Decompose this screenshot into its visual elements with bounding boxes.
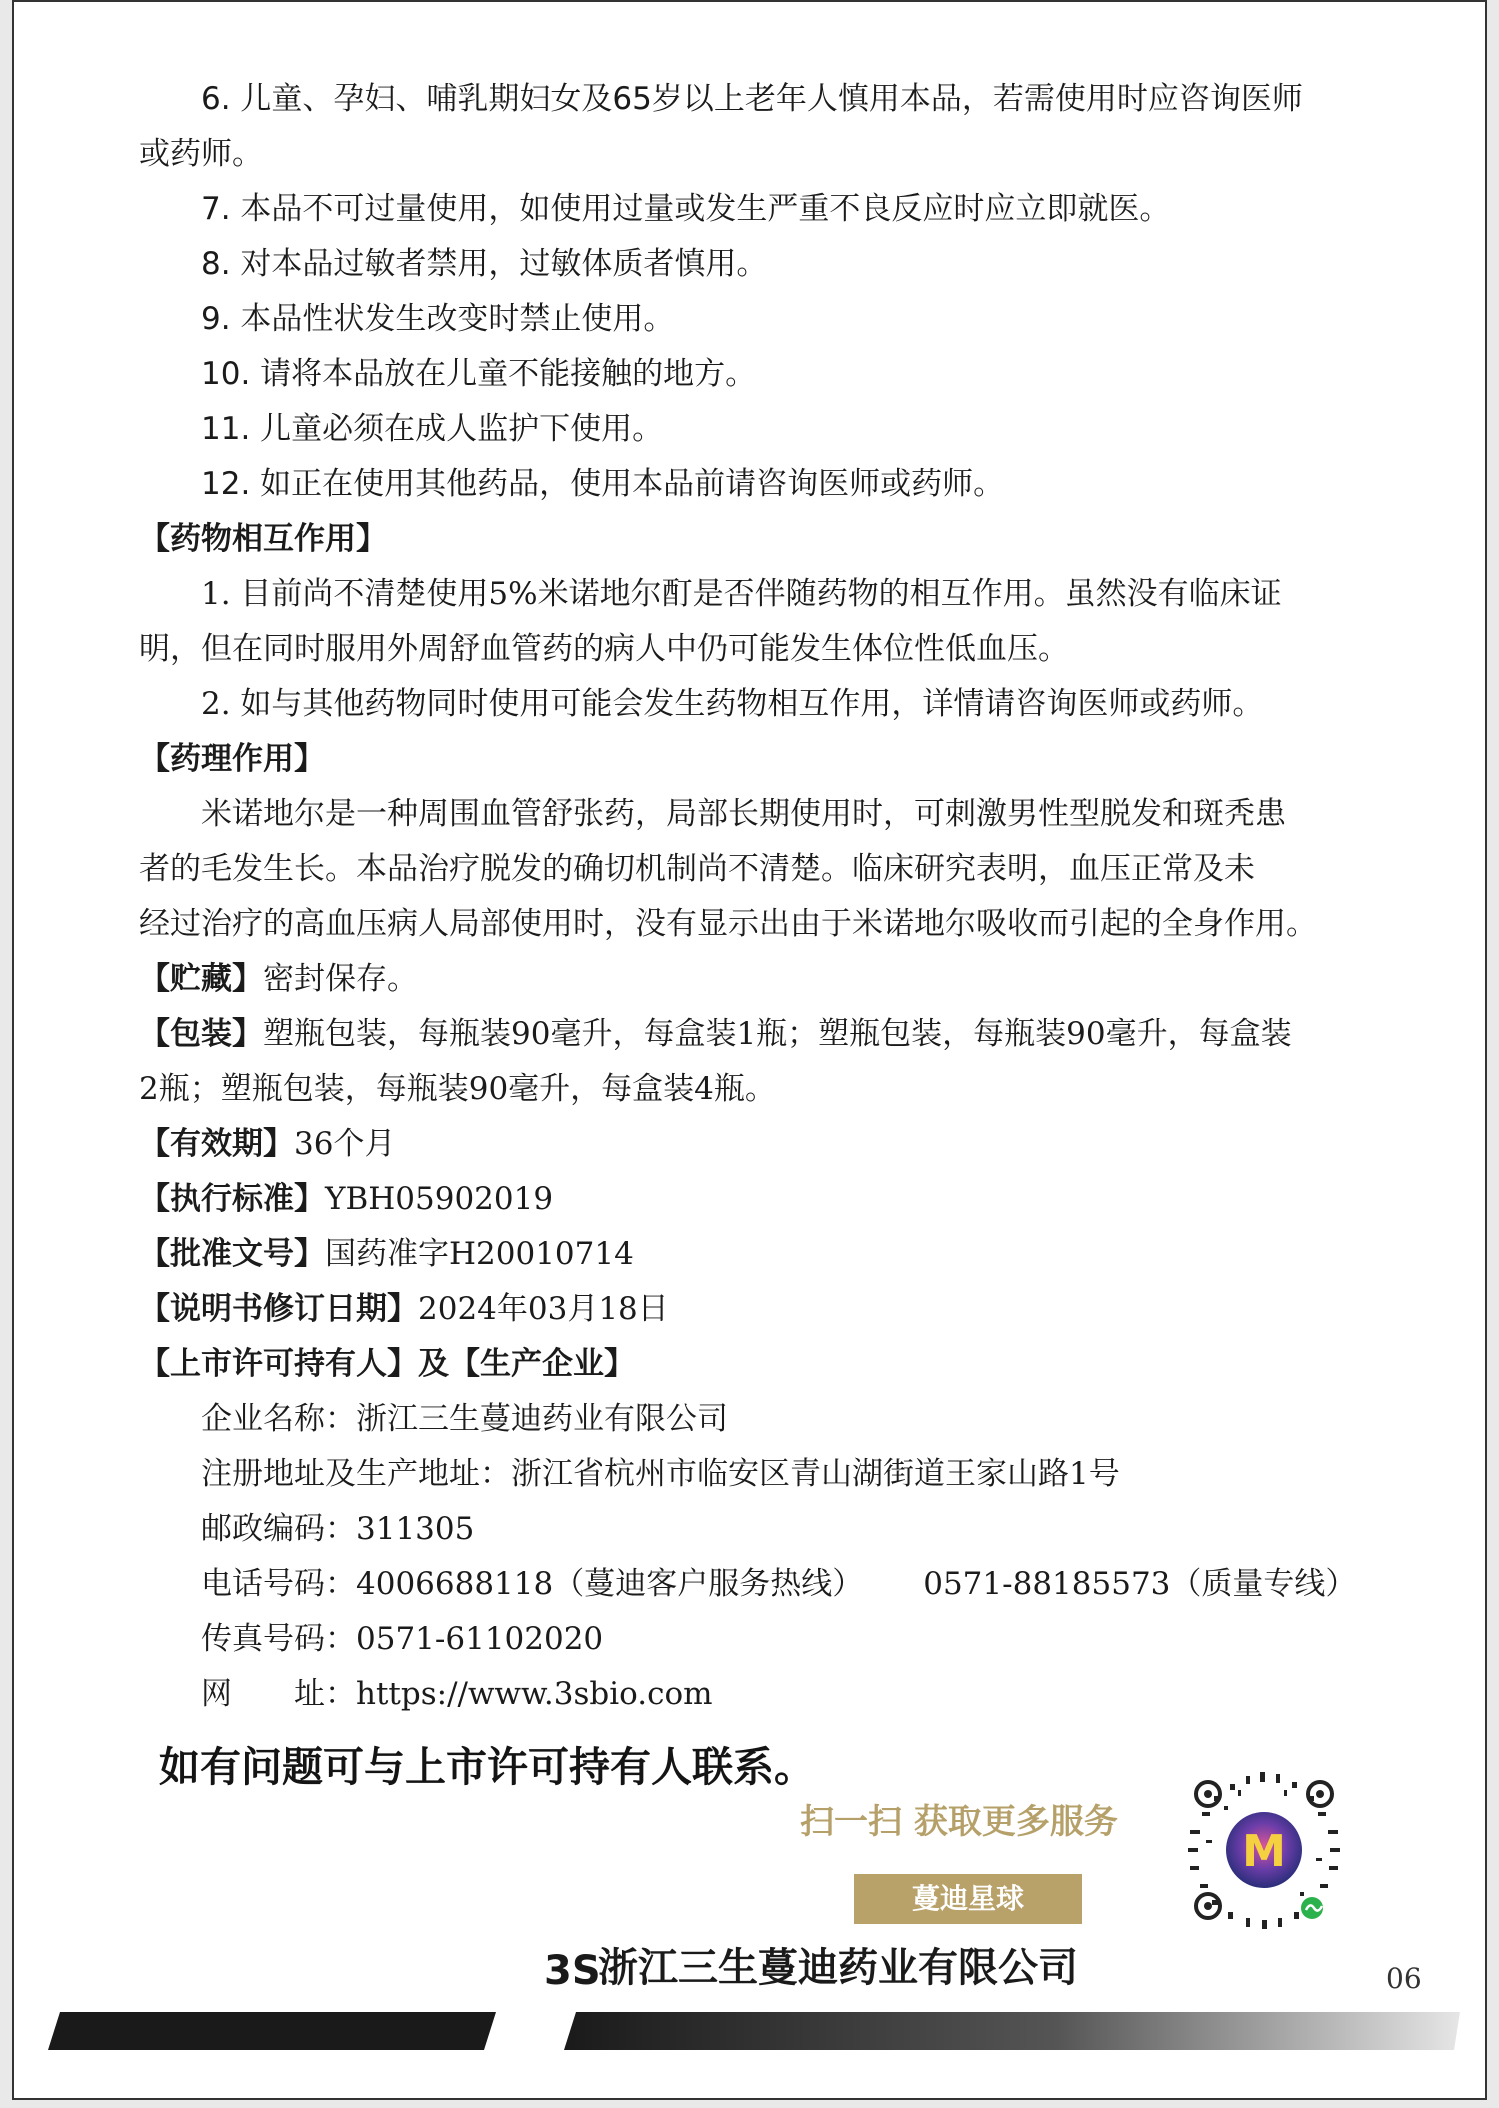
interactions-line-1: 1. 目前尚不清楚使用5%米诺地尔酊是否伴随药物的相互作用。虽然没有临床证 — [201, 576, 1282, 612]
mandi-planet-badge[interactable]: 蔓迪星球 — [854, 1874, 1082, 1924]
precaution-6-cont: 或药师。 — [139, 136, 263, 172]
leaflet-content — [139, 72, 1369, 1722]
approval-row — [139, 1227, 1369, 1282]
revision-label: 【说明书修订日期】 — [139, 1291, 418, 1327]
holder-heading-and: 及 — [418, 1346, 449, 1382]
storage-label: 【贮藏】 — [139, 961, 263, 997]
postcode-line: 邮政编码：311305 — [201, 1511, 475, 1547]
pharmacology-line-2: 者的毛发生长。本品治疗脱发的确切机制尚不清楚。临床研究表明，血压正常及未 — [139, 851, 1255, 887]
website-line — [139, 1667, 1369, 1722]
document-page — [12, 0, 1487, 2100]
pharmacology-line-1: 米诺地尔是一种周围血管舒张药，局部长期使用时，可刺激男性型脱发和斑秃患 — [201, 796, 1286, 832]
standard-row — [139, 1172, 1369, 1227]
footer-bars — [14, 2012, 1485, 2052]
qr-center-letter: M — [1242, 1826, 1286, 1877]
precaution-10: 10. 请将本品放在儿童不能接触的地方。 — [201, 356, 757, 392]
fax-line: 传真号码：0571-61102020 — [201, 1621, 604, 1657]
holder-heading-b: 【生产企业】 — [449, 1346, 635, 1382]
pharmacology-line-3: 经过治疗的高血压病人局部使用时，没有显示出由于米诺地尔吸收而引起的全身作用。 — [139, 906, 1317, 942]
storage-row — [139, 952, 1369, 1007]
packaging-value: 塑瓶包装，每瓶装90毫升，每盒装1瓶；塑瓶包装，每瓶装90毫升，每盒装 — [263, 1016, 1292, 1052]
phone-line — [139, 1557, 1369, 1612]
validity-value: 36个月 — [294, 1126, 396, 1162]
precaution-6: 6. 儿童、孕妇、哺乳期妇女及65岁以上老年人慎用本品，若需使用时应咨询医师 — [201, 81, 1303, 117]
address-line: 注册地址及生产地址：浙江省杭州市临安区青山湖街道王家山路1号 — [201, 1456, 1120, 1492]
svg-text:3S: 3S — [544, 1948, 601, 1994]
company-name-line: 企业名称：浙江三生蔓迪药业有限公司 — [201, 1401, 728, 1437]
page-number: 06 — [1386, 1962, 1422, 1995]
approval-label: 【批准文号】 — [139, 1236, 325, 1272]
holder-heading-a: 【上市许可持有人】 — [139, 1346, 418, 1382]
holder-heading — [139, 1337, 1369, 1392]
interactions-line-2: 明，但在同时服用外周舒血管药的病人中仍可能发生体位性低血压。 — [139, 631, 1069, 667]
mini-program-qr-icon[interactable] — [1184, 1770, 1344, 1930]
precaution-9: 9. 本品性状发生改变时禁止使用。 — [201, 301, 675, 337]
packaging-row — [139, 1007, 1369, 1062]
interactions-heading: 【药物相互作用】 — [139, 521, 387, 557]
pharmacology-heading: 【药理作用】 — [139, 741, 325, 777]
company-footer-name: 浙江三生蔓迪药业有限公司 — [598, 1945, 1078, 1991]
revision-value: 2024年03月18日 — [418, 1291, 669, 1327]
footer-bar-right — [564, 2012, 1460, 2050]
website-label: 网 址： — [201, 1676, 356, 1712]
revision-row — [139, 1282, 1369, 1337]
storage-value: 密封保存。 — [263, 961, 418, 997]
standard-value: YBH05902019 — [325, 1181, 554, 1217]
contact-block — [139, 1392, 1369, 1722]
phone-quality: 0571-88185573（质量专线） — [923, 1566, 1357, 1602]
precaution-7: 7. 本品不可过量使用，如使用过量或发生严重不良反应时应立即就医。 — [201, 191, 1171, 227]
scan-prompt: 扫一扫 获取更多服务 — [800, 1802, 1118, 1842]
interactions-line-3: 2. 如与其他药物同时使用可能会发生药物相互作用，详情请咨询医师或药师。 — [201, 686, 1264, 722]
packaging-label: 【包装】 — [139, 1016, 263, 1052]
packaging-cont: 2瓶；塑瓶包装，每瓶装90毫升，每盒装4瓶。 — [139, 1071, 776, 1107]
precaution-12: 12. 如正在使用其他药品，使用本品前请咨询医师或药师。 — [201, 466, 1005, 502]
precaution-11: 11. 儿童必须在成人监护下使用。 — [201, 411, 664, 447]
validity-row — [139, 1117, 1369, 1172]
website-link[interactable]: https://www.3sbio.com — [356, 1676, 713, 1712]
approval-value: 国药准字H20010714 — [325, 1236, 634, 1272]
validity-label: 【有效期】 — [139, 1126, 294, 1162]
phone-hotline: 电话号码：4006688118（蔓迪客户服务热线） — [201, 1566, 864, 1602]
footer-bar-left — [48, 2012, 496, 2050]
sansheng-logo-icon — [542, 1942, 601, 1994]
precaution-8: 8. 对本品过敏者禁用，过敏体质者慎用。 — [201, 246, 768, 282]
contact-note: 如有问题可与上市许可持有人联系。 — [159, 1743, 815, 1791]
standard-label: 【执行标准】 — [139, 1181, 325, 1217]
